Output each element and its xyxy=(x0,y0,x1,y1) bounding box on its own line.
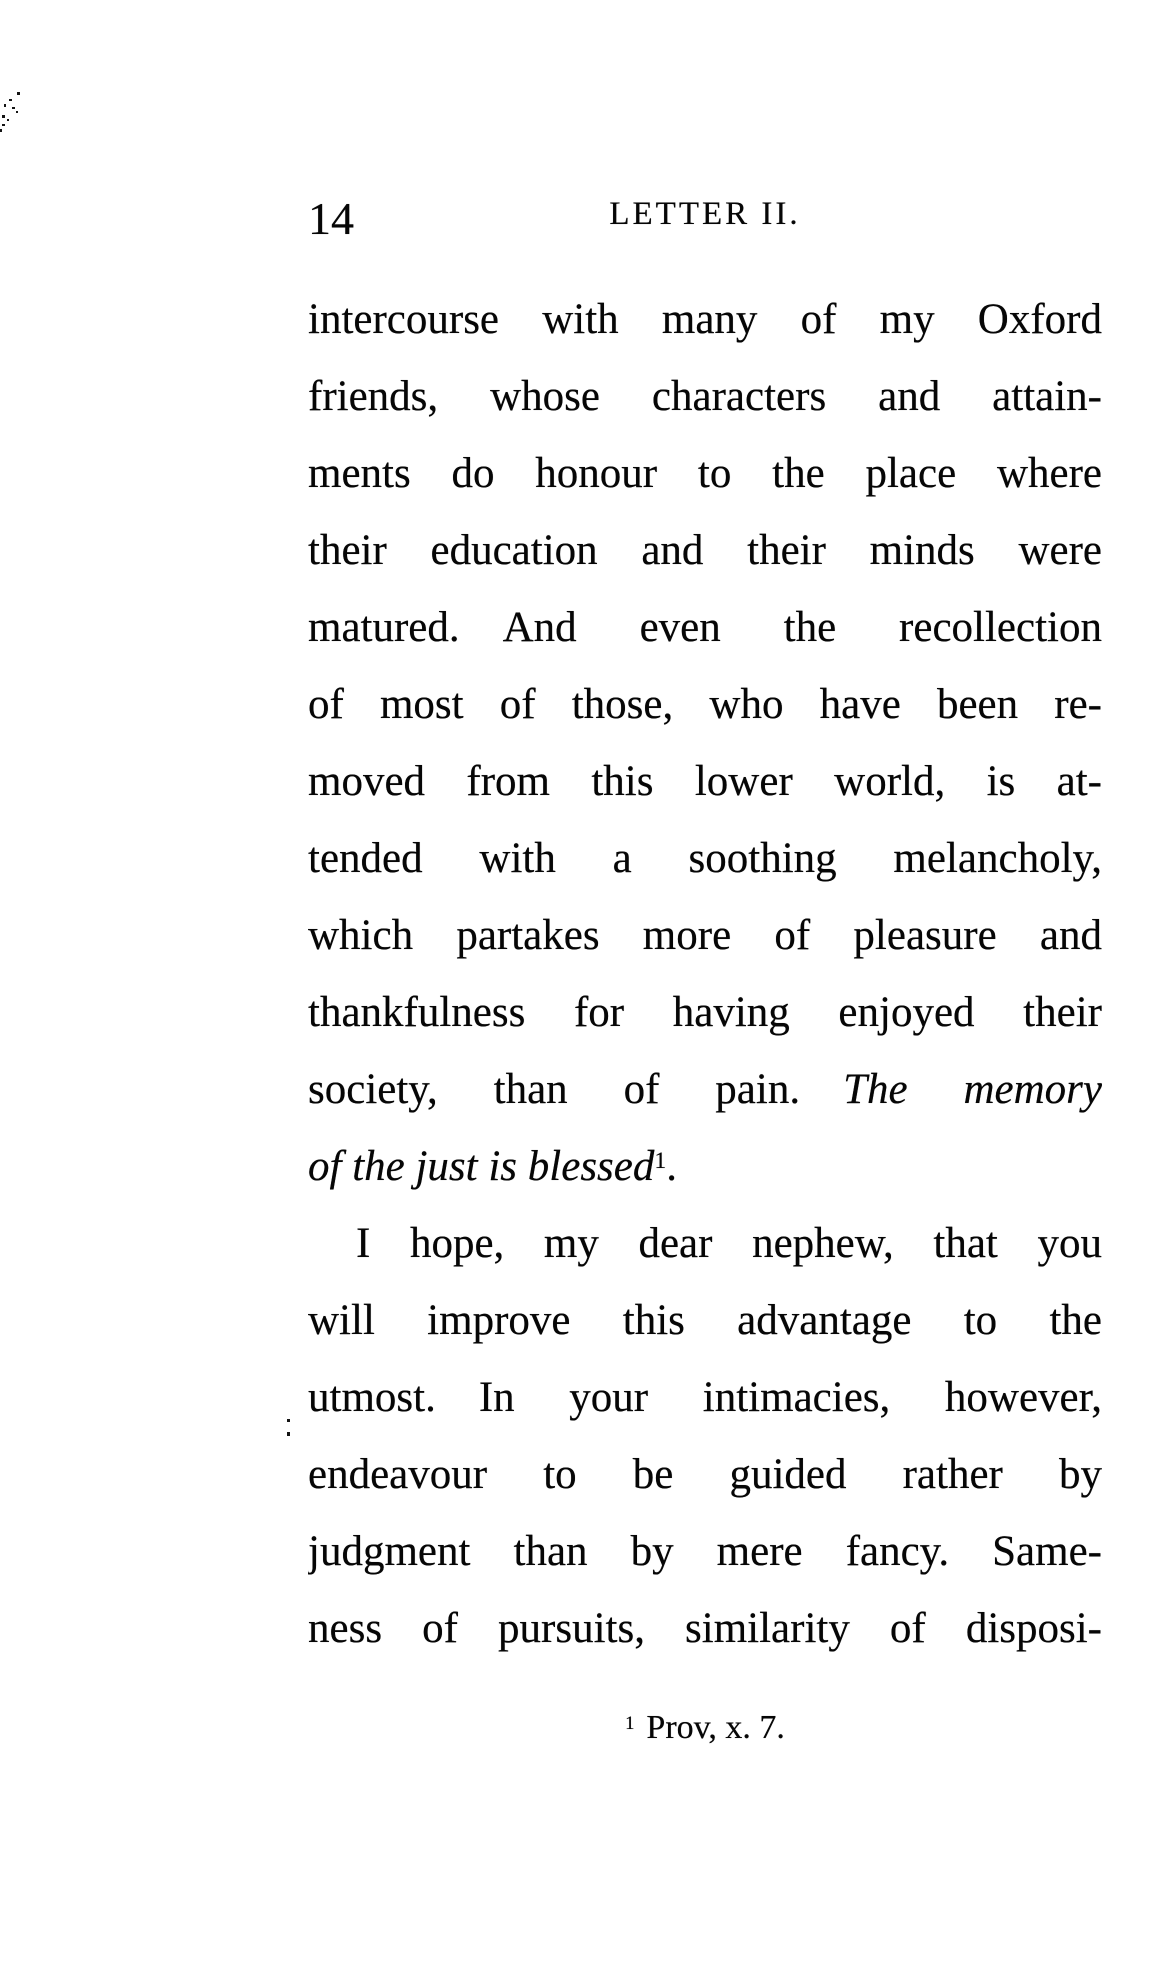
text-segment: of the just is blessed xyxy=(308,1143,655,1190)
text-line xyxy=(308,1436,1102,1513)
text-segment: . xyxy=(666,1143,677,1190)
text-segment: which partakes more of pleasure and xyxy=(308,912,1102,959)
scan-speck xyxy=(7,119,9,121)
text-segment: ments do honour to the place where xyxy=(308,450,1102,497)
text-segment: their education and their minds were xyxy=(308,527,1102,574)
text-line xyxy=(308,358,1102,435)
text-line xyxy=(308,1513,1102,1590)
text-segment: matured. And even the recollection xyxy=(308,604,1102,651)
text-line xyxy=(308,666,1102,743)
text-segment: judgment than by mere fancy. Same- xyxy=(308,1528,1102,1575)
text-segment: thankfulness for having enjoyed their xyxy=(308,989,1102,1036)
text-segment: intercourse with many of my Oxford xyxy=(308,296,1102,343)
footnote-text: Prov, x. 7. xyxy=(646,1709,785,1746)
footnote xyxy=(308,1706,1102,1750)
scan-speck xyxy=(0,129,2,132)
running-header: LETTER II. xyxy=(609,196,801,232)
footnote-marker: 1 xyxy=(625,1712,635,1734)
scan-speck xyxy=(287,1432,290,1436)
page-number: 14 xyxy=(308,193,354,244)
text-line xyxy=(308,1128,1102,1205)
text-segment: I hope, my dear nephew, that you xyxy=(356,1220,1102,1267)
text-line xyxy=(308,1359,1102,1436)
text-line xyxy=(308,281,1102,358)
text-line xyxy=(308,974,1102,1051)
text-segment: of most of those, who have been re- xyxy=(308,681,1102,728)
text-line xyxy=(308,1051,1102,1128)
scan-speck xyxy=(17,92,20,95)
text-line xyxy=(308,512,1102,589)
scan-speck xyxy=(4,104,6,107)
text-line xyxy=(308,743,1102,820)
text-segment: moved from this lower world, is at- xyxy=(308,758,1102,805)
text-line xyxy=(308,1205,1102,1282)
text-line xyxy=(308,897,1102,974)
footnote-reference: 1 xyxy=(654,1148,667,1175)
text-segment: society, than of pain. xyxy=(308,1066,844,1113)
text-segment: The memory xyxy=(843,1066,1102,1113)
text-segment: ness of pursuits, similarity of disposi- xyxy=(308,1605,1102,1652)
text-line xyxy=(308,1590,1102,1667)
scan-speck xyxy=(287,1419,290,1422)
body-text xyxy=(308,281,1102,1667)
text-line xyxy=(308,1282,1102,1359)
scan-speck xyxy=(9,99,12,101)
scan-speck xyxy=(16,111,18,113)
text-segment: tended with a soothing melancholy, xyxy=(308,835,1102,882)
scan-speck xyxy=(12,107,15,109)
text-segment: utmost. In your intimacies, however, xyxy=(308,1374,1102,1421)
text-line xyxy=(308,820,1102,897)
text-line xyxy=(308,589,1102,666)
text-segment: endeavour to be guided rather by xyxy=(308,1451,1102,1498)
scan-speck xyxy=(2,115,5,118)
text-segment: will improve this advantage to the xyxy=(308,1297,1102,1344)
scan-speck xyxy=(2,124,5,126)
text-line xyxy=(308,435,1102,512)
text-segment: friends, whose characters and attain- xyxy=(308,373,1102,420)
